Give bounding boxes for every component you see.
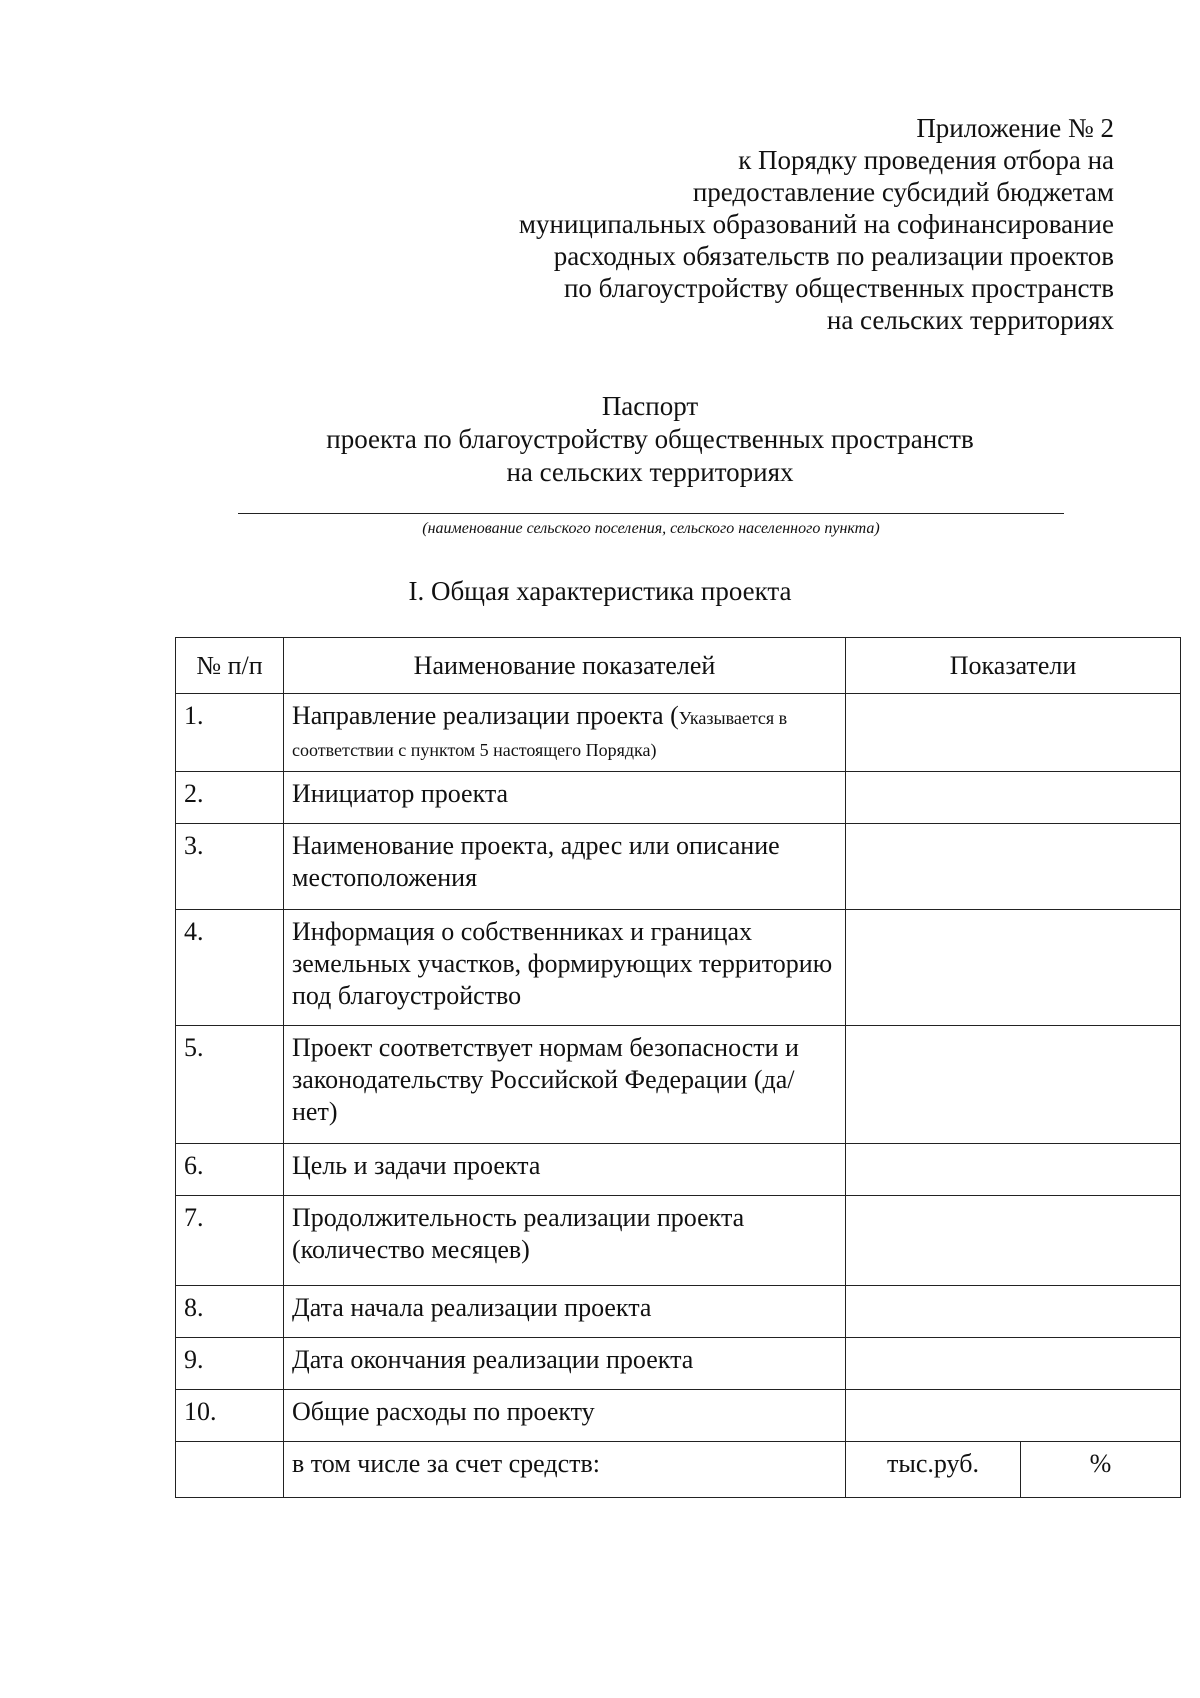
header-indicator-value: Показатели — [846, 638, 1181, 694]
row-number: 2. — [176, 772, 284, 824]
row-number: 6. — [176, 1144, 284, 1196]
row-number: 1. — [176, 694, 284, 772]
title-line-1: проекта по благоустройству общественных пространств — [326, 424, 974, 454]
row-indicator-name: Направление реализации проекта ( — [292, 701, 679, 730]
table-row — [176, 1026, 1181, 1144]
title-heading: Паспорт — [601, 391, 699, 421]
row-indicator-name: Дата начала реализации проекта — [284, 1286, 846, 1338]
row-indicator-name: Цель и задачи проекта — [284, 1144, 846, 1196]
appendix-line: муниципальных образований на софинансирование — [518, 209, 1114, 239]
appendix-line: по благоустройству общественных пространств — [563, 273, 1114, 303]
row-value-cell — [846, 1144, 1181, 1196]
table-header-row — [176, 638, 1181, 694]
table-row — [176, 772, 1181, 824]
row-number: 10. — [176, 1390, 284, 1442]
row-number: 4. — [176, 910, 284, 1026]
table-row — [176, 1390, 1181, 1442]
title-line-2: на сельских территориях — [506, 457, 794, 487]
row-number: 5. — [176, 1026, 284, 1144]
document-title — [230, 390, 1070, 489]
unit-percent: % — [1021, 1442, 1181, 1498]
appendix-line: расходных обязательств по реализации проектов — [553, 241, 1114, 271]
row-value-cell — [846, 694, 1181, 772]
row-value-cell — [846, 1338, 1181, 1390]
appendix-line: к Порядку проведения отбора на — [738, 145, 1114, 175]
row-value-cell — [846, 1390, 1181, 1442]
row-value-cell — [846, 1286, 1181, 1338]
row-value-cell — [846, 772, 1181, 824]
unit-thousand-rubles: тыс.руб. — [846, 1442, 1021, 1498]
row-number: 3. — [176, 824, 284, 910]
row-indicator — [284, 694, 846, 772]
settlement-name-blank-line — [238, 513, 1064, 514]
table-row — [176, 910, 1181, 1026]
table-row — [176, 1144, 1181, 1196]
row-value-cell — [846, 910, 1181, 1026]
header-indicator-name: Наименование показателей — [284, 638, 846, 694]
row-indicator-name: Наименование проекта, адрес или описание местоположения — [284, 824, 846, 910]
settlement-name-caption: (наименование сельского поселения, сельского населенного пункта) — [422, 520, 880, 537]
table-row — [176, 1338, 1181, 1390]
row-indicator-name: Дата окончания реализации проекта — [284, 1338, 846, 1390]
row-indicator-name: Продолжительность реализации проекта (количество месяцев) — [284, 1196, 846, 1286]
appendix-line: Приложение № 2 — [916, 113, 1114, 143]
row-number: 7. — [176, 1196, 284, 1286]
appendix-line: предоставление субсидий бюджетам — [692, 177, 1114, 207]
table-row-funding-sources — [176, 1442, 1181, 1498]
row-indicator-note: Указывается в соответствии с пунктом 5 настоящего Порядка) — [292, 708, 788, 760]
appendix-reference — [519, 112, 1114, 336]
table-row — [176, 824, 1181, 910]
row-indicator-name: в том числе за счет средств: — [284, 1442, 846, 1498]
row-number: 8. — [176, 1286, 284, 1338]
row-indicator-name: Проект соответствует нормам безопасности и законодательству Российской Федерации (да/нет) — [284, 1026, 846, 1144]
table-row — [176, 1286, 1181, 1338]
header-number: № п/п — [176, 638, 284, 694]
row-value-cell — [846, 1026, 1181, 1144]
passport-table — [175, 637, 1181, 1498]
row-value-cell — [846, 824, 1181, 910]
row-value-cell — [846, 1196, 1181, 1286]
table-row — [176, 1196, 1181, 1286]
row-number: 9. — [176, 1338, 284, 1390]
row-indicator-name: Общие расходы по проекту — [284, 1390, 846, 1442]
appendix-line: на сельских территориях — [826, 305, 1114, 335]
row-number — [176, 1442, 284, 1498]
row-indicator-name: Инициатор проекта — [284, 772, 846, 824]
row-indicator-name: Информация о собственниках и границах земельных участков, формирующих территорию под благоустройство — [284, 910, 846, 1026]
table-row — [176, 694, 1181, 772]
section-title: I. Общая характеристика проекта — [408, 576, 792, 606]
